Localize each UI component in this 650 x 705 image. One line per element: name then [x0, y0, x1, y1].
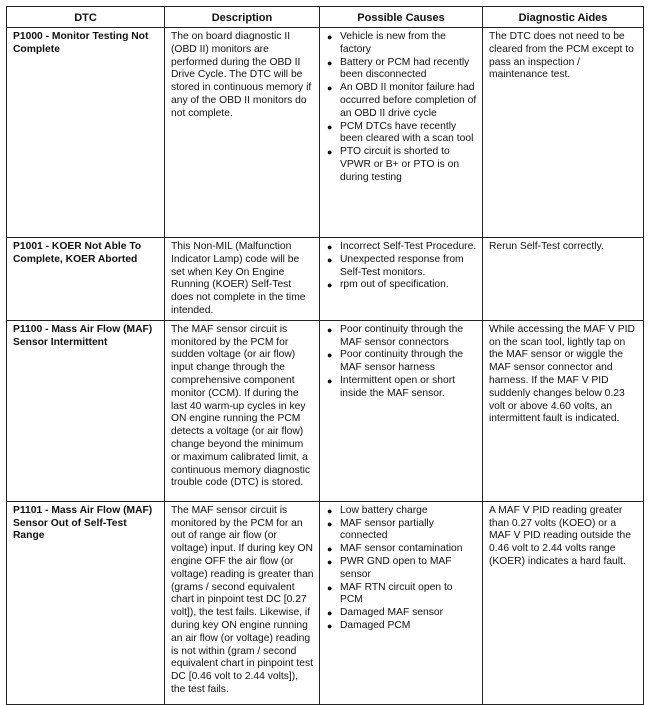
table-row — [7, 320, 644, 501]
description-cell: This Non-MIL (Malfunction Indicator Lamp) code will be set when Key On Engine Running (KOER) Self-Test does not complete in the time intended. — [165, 238, 320, 321]
causes-list — [326, 505, 477, 633]
list-item — [326, 349, 477, 375]
cause-text: PWR GND open to MAF sensor — [340, 555, 452, 580]
header-possible-causes: Possible Causes — [320, 7, 483, 28]
list-item — [326, 582, 477, 608]
cause-text: Poor continuity through the MAF sensor harness — [340, 349, 464, 374]
bullet-icon: ● — [327, 620, 333, 631]
bullet-icon: ● — [327, 505, 333, 516]
header-row — [7, 7, 644, 28]
aides-cell: Rerun Self-Test correctly. — [483, 238, 644, 321]
causes-list — [326, 324, 477, 401]
cause-text: Intermittent open or short inside the MAF sensor. — [340, 374, 456, 399]
description-cell: The MAF sensor circuit is monitored by the PCM for an out of range air flow (or voltage) input. If during key ON engine OFF the air flow (or voltage) reading is greater than (grams / second equivalent chart in pinpoint test DC [0.27 volt]), the test fails. Likewise, if during key ON engine running an air flow (or voltage) reading is not within (gram / second equivalent chart in pinpoint test DC [0.46 volt to 2.44 volts]), the test fails. — [165, 501, 320, 704]
list-item — [326, 279, 477, 292]
bullet-icon: ● — [327, 582, 333, 593]
bullet-icon: ● — [327, 556, 333, 567]
list-item — [326, 82, 477, 120]
aides-cell: The DTC does not need to be cleared from the PCM except to pass an inspection / maintenance test. — [483, 28, 644, 238]
list-item — [326, 254, 477, 280]
dtc-table — [6, 6, 644, 705]
cause-text: Battery or PCM had recently been disconnected — [340, 56, 470, 81]
table-row — [7, 238, 644, 321]
bullet-icon: ● — [327, 147, 333, 158]
header-dtc: DTC — [7, 7, 165, 28]
bullet-icon: ● — [327, 254, 333, 265]
list-item — [326, 146, 477, 184]
list-item — [326, 518, 477, 544]
bullet-icon: ● — [327, 57, 333, 68]
causes-cell — [320, 501, 483, 704]
list-item — [326, 31, 477, 57]
bullet-icon: ● — [327, 242, 333, 252]
list-item — [326, 57, 477, 83]
cause-text: MAF sensor partially connected — [340, 517, 434, 542]
cause-text: Poor continuity through the MAF sensor connectors — [340, 323, 464, 348]
bullet-icon: ● — [327, 375, 333, 386]
bullet-icon: ● — [327, 83, 333, 94]
cause-text: Low battery charge — [340, 504, 428, 516]
cause-text: Unexpected response from Self-Test monitors. — [340, 253, 464, 278]
cause-text: Damaged MAF sensor — [340, 607, 444, 619]
bullet-icon: ● — [327, 350, 333, 361]
list-item — [326, 375, 477, 401]
causes-list — [326, 241, 477, 292]
description-cell: The on board diagnostic II (OBD II) monitors are performed during the OBD II Drive Cycle. The DTC will be stored in continuous memory if any of the OBD II monitors do not complete. — [165, 28, 320, 238]
causes-cell — [320, 28, 483, 238]
bullet-icon: ● — [327, 121, 333, 132]
dtc-code-cell: P1001 - KOER Not Able To Complete, KOER Aborted — [7, 238, 165, 321]
dtc-code-cell: P1101 - Mass Air Flow (MAF) Sensor Out of Self-Test Range — [7, 501, 165, 704]
dtc-table-container — [6, 6, 644, 705]
list-item — [326, 556, 477, 582]
list-item — [326, 505, 477, 518]
bullet-icon: ● — [327, 544, 333, 555]
cause-text: PTO circuit is shorted to VPWR or B+ or PTO is on during testing — [340, 146, 460, 183]
bullet-icon: ● — [327, 280, 333, 291]
bullet-icon: ● — [327, 32, 333, 42]
list-item — [326, 241, 477, 254]
table-row — [7, 28, 644, 238]
header-description: Description — [165, 7, 320, 28]
causes-cell — [320, 238, 483, 321]
bullet-icon: ● — [327, 608, 333, 619]
list-item — [326, 543, 477, 556]
cause-text: MAF sensor contamination — [340, 543, 463, 555]
list-item — [326, 324, 477, 350]
list-item — [326, 607, 477, 620]
dtc-code-cell: P1100 - Mass Air Flow (MAF) Sensor Intermittent — [7, 320, 165, 501]
cause-text: rpm out of specification. — [340, 279, 449, 291]
cause-text: MAF RTN circuit open to PCM — [340, 581, 453, 606]
aides-cell: A MAF V PID reading greater than 0.27 volts (KOEO) or a MAF V PID reading outside the 0.46 volt to 2.44 volts range (KOER) indicates a hard fault. — [483, 501, 644, 704]
aides-cell: While accessing the MAF V PID on the scan tool, lightly tap on the MAF sensor or wiggle the MAF sensor connector and harness. If the MAF V PID suddenly changes below 0.23 volt or above 4.60 volts, an intermittent fault is indicated. — [483, 320, 644, 501]
cause-text: Damaged PCM — [340, 619, 411, 631]
dtc-code-cell: P1000 - Monitor Testing Not Complete — [7, 28, 165, 238]
cause-text: An OBD II monitor failure had occurred before completion of an OBD II drive cycle — [340, 82, 477, 119]
causes-cell — [320, 320, 483, 501]
list-item — [326, 620, 477, 633]
cause-text: PCM DTCs have recently been cleared with a scan tool — [340, 120, 474, 145]
list-item — [326, 121, 477, 147]
cause-text: Incorrect Self-Test Procedure. — [340, 241, 477, 252]
table-row — [7, 501, 644, 704]
bullet-icon: ● — [327, 324, 333, 335]
bullet-icon: ● — [327, 518, 333, 529]
cause-text: Vehicle is new from the factory — [340, 31, 446, 55]
description-cell: The MAF sensor circuit is monitored by the PCM for sudden voltage (or air flow) input change through the comprehensive component monitor (CCM). If during the last 40 warm-up cycles in key ON engine running the PCM detects a voltage (or air flow) change beyond the minimum or maximum calibrated limit, a continuous memory diagnostic trouble code (DTC) is stored. — [165, 320, 320, 501]
header-diagnostic-aides: Diagnostic Aides — [483, 7, 644, 28]
causes-list — [326, 31, 477, 185]
